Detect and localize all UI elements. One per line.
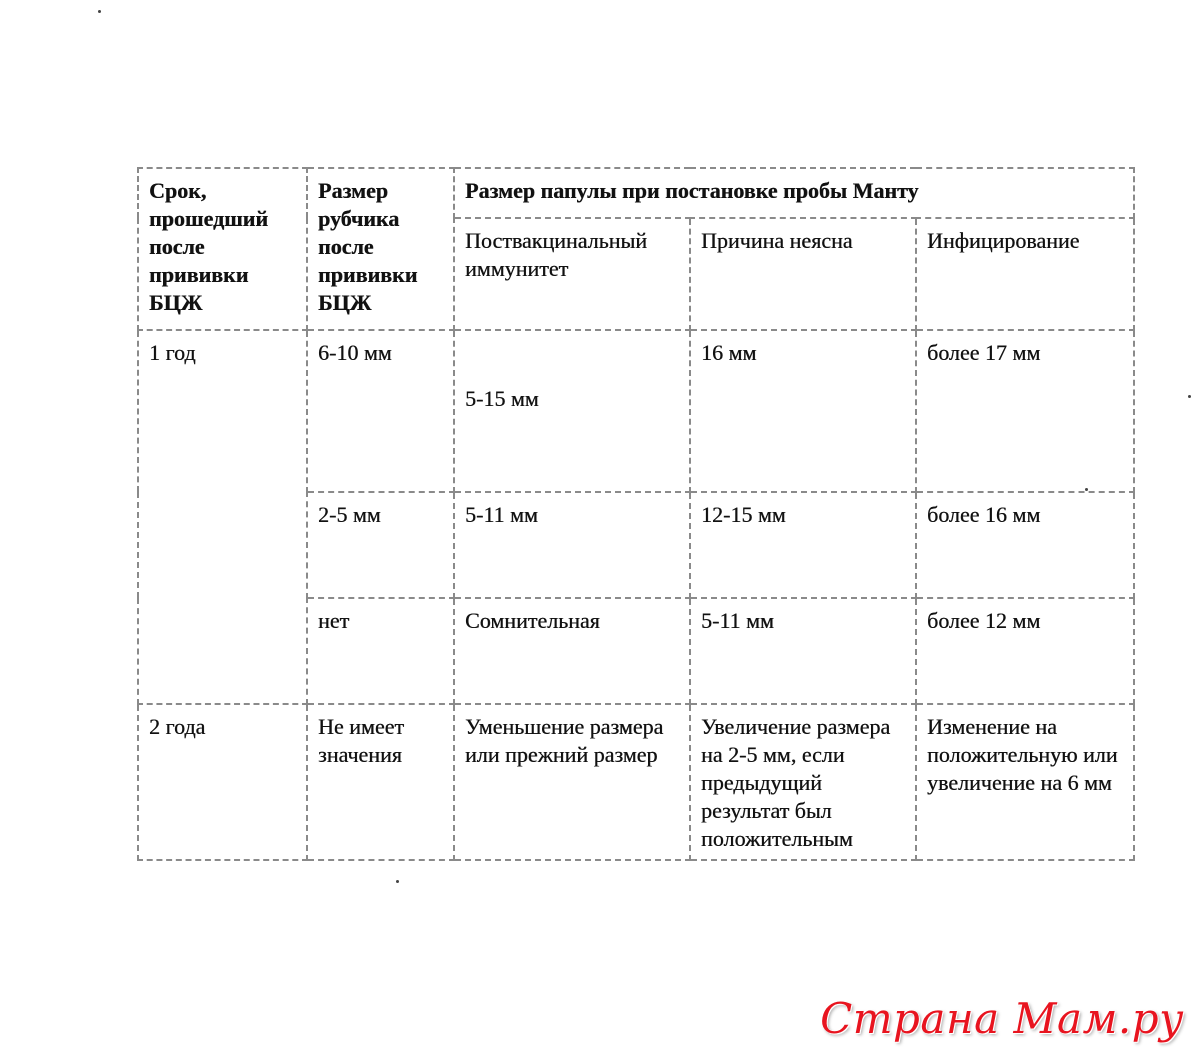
cell-infection: более 16 мм [916,492,1134,598]
cell-infection: более 12 мм [916,598,1134,704]
cell-period: 2 года [138,704,307,860]
cell-immunity: 5-11 мм [454,492,690,598]
cell-infection: более 17 мм [916,330,1134,492]
table-row [138,330,1134,492]
scan-speck [396,880,399,883]
cell-scar: нет [307,598,454,704]
table-row [138,704,1134,860]
cell-period: 1 год [138,330,307,704]
cell-scar: Не имеет значения [307,704,454,860]
cell-unclear: 16 мм [690,330,916,492]
cell-immunity-value: 5-15 мм [465,386,539,411]
header-scar-size: Размер рубчика после прививки БЦЖ [307,168,454,330]
cell-unclear: 12-15 мм [690,492,916,598]
cell-unclear: Увеличение размера на 2-5 мм, если предыдущий результат был положительным [690,704,916,860]
scan-speck [98,10,101,13]
subheader-unclear: Причина неясна [690,218,916,330]
subheader-infection: Инфицирование [916,218,1134,330]
cell-unclear: 5-11 мм [690,598,916,704]
cell-immunity [454,330,690,492]
scan-speck [1188,395,1191,398]
cell-scar: 2-5 мм [307,492,454,598]
cell-immunity: Уменьшение размера или прежний размер [454,704,690,860]
site-watermark: Страна Мам.ру [820,994,1184,1043]
mantoux-table [137,167,1135,861]
cell-infection: Изменение на положительную или увеличение на 6 мм [916,704,1134,860]
cell-scar: 6-10 мм [307,330,454,492]
header-row [138,168,1134,218]
cell-immunity: Сомнительная [454,598,690,704]
subheader-immunity: Поствакцинальный иммунитет [454,218,690,330]
header-papule-size: Размер папулы при постановке пробы Манту [454,168,1134,218]
header-period: Срок, прошедший после прививки БЦЖ [138,168,307,330]
